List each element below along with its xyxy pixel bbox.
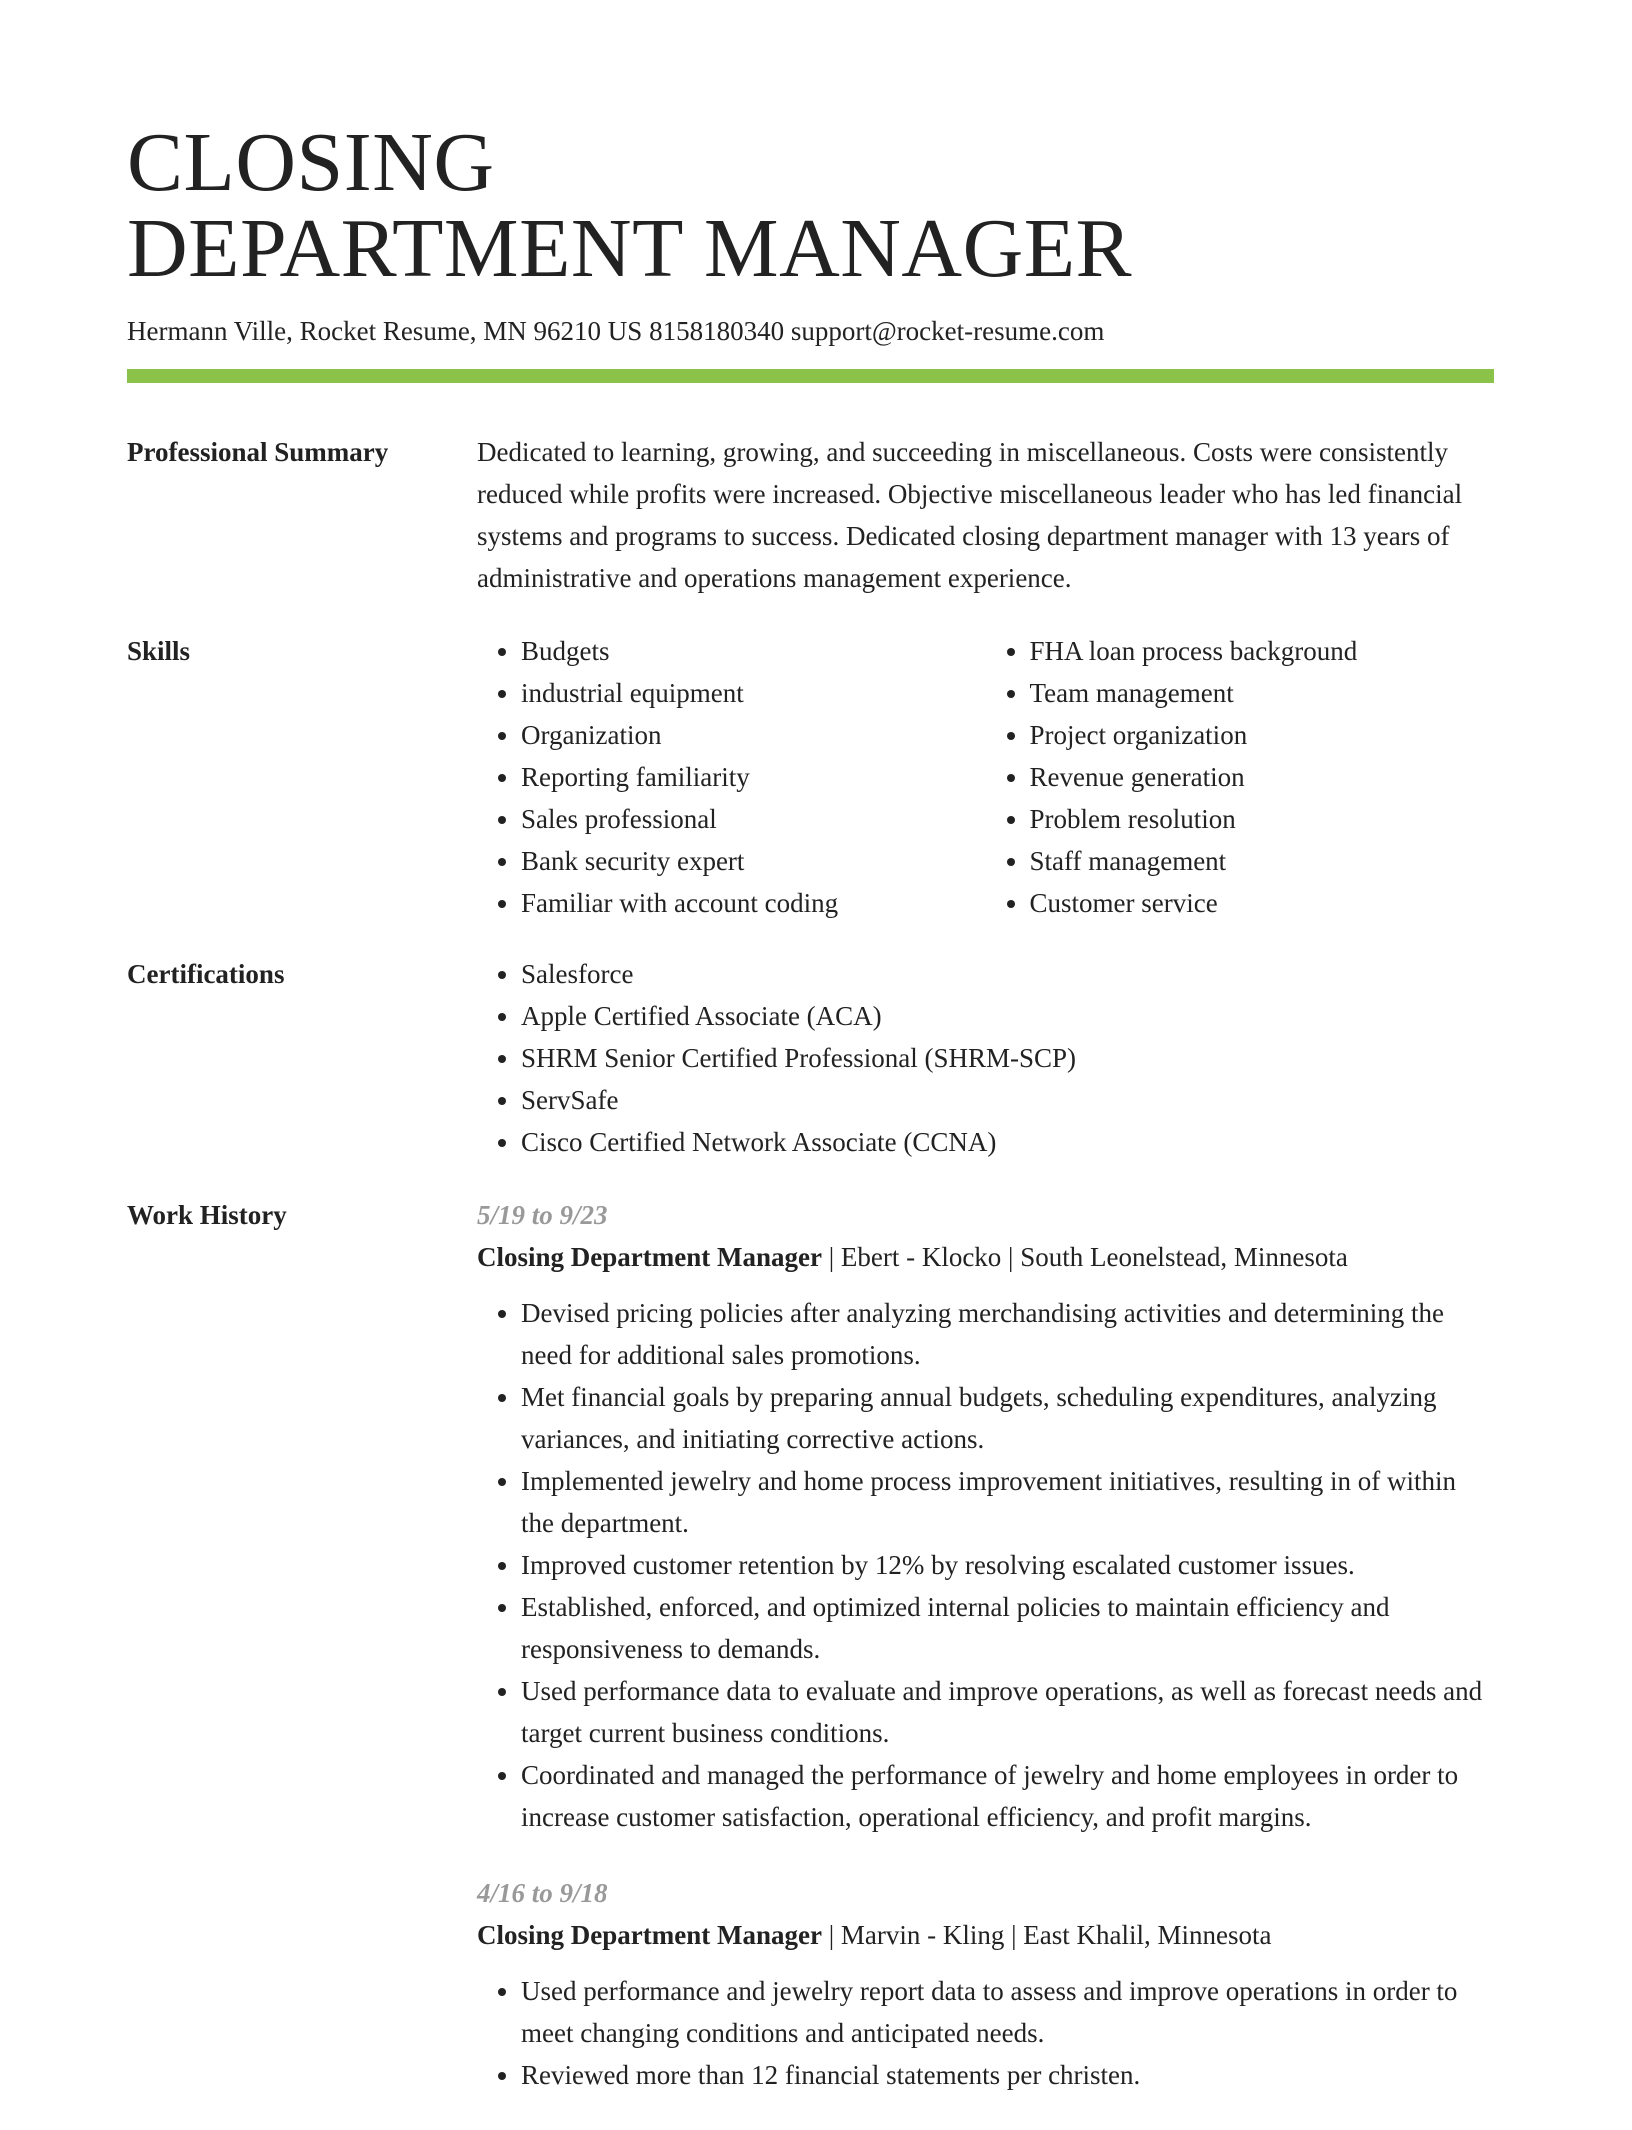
list-item: • Team management [1030, 672, 1495, 714]
job-details: | Ebert - Klocko | South Leonelstead, Minnesota [821, 1242, 1348, 1272]
work-history-body [477, 1194, 1494, 2130]
list-item: • Organization [521, 714, 986, 756]
list-item: • Coordinated and managed the performance of jewelry and home employees in order to increase customer satisfaction, operational efficiency, and profit margins. [521, 1754, 1494, 1838]
summary-label: Professional Summary [127, 437, 389, 467]
list-item: • Used performance and jewelry report data to assess and improve operations in order to meet changing conditions and anticipated needs. [521, 1970, 1494, 2054]
title-line-2: DEPARTMENT MANAGER [127, 202, 1133, 295]
summary-body [477, 431, 1494, 599]
list-item: • Devised pricing policies after analyzing merchandising activities and determining the need for additional sales promotions. [521, 1292, 1494, 1376]
job-heading [477, 1236, 1494, 1278]
list-item: • Problem resolution [1030, 798, 1495, 840]
list-item: • Used performance data to evaluate and improve operations, as well as forecast needs and target current business conditions. [521, 1670, 1494, 1754]
job-heading [477, 1914, 1494, 1956]
list-item: • Budgets [521, 630, 986, 672]
skills-list-right [986, 630, 1495, 924]
list-item: • Reviewed more than 12 financial statements per christen. [521, 2054, 1494, 2096]
list-item: • Salesforce [521, 953, 1494, 995]
list-item: • Apple Certified Associate (ACA) [521, 995, 1494, 1037]
job-entry [477, 1872, 1494, 2096]
job-bullets [477, 1292, 1494, 1838]
list-item: • Implemented jewelry and home process improvement initiatives, resulting in of within the department. [521, 1460, 1494, 1544]
skills-body [477, 630, 1494, 924]
list-item: • Bank security expert [521, 840, 986, 882]
title-line-1: CLOSING [127, 116, 495, 209]
job-date: 4/16 to 9/18 [477, 1878, 608, 1908]
list-item: • Established, enforced, and optimized internal policies to maintain efficiency and responsiveness to demands. [521, 1586, 1494, 1670]
summary-text: Dedicated to learning, growing, and succeeding in miscellaneous. Costs were consistently reduced while profits were increased. Objective miscellaneous leader who has led financial systems and programs to success. Dedicated closing department manager with 13 years of administrative and operations management experience. [477, 437, 1463, 593]
job-title: Closing Department Manager [477, 1920, 822, 1950]
list-item: • Improved customer retention by 12% by resolving escalated customer issues. [521, 1544, 1494, 1586]
contact-info: Hermann Ville, Rocket Resume, MN 96210 US 8158180340 support@rocket-resume.com [127, 316, 1105, 346]
skills-list-left [477, 630, 986, 924]
list-item: • SHRM Senior Certified Professional (SHRM-SCP) [521, 1037, 1494, 1079]
list-item: • FHA loan process background [1030, 630, 1495, 672]
job-entry [477, 1194, 1494, 1838]
list-item: • Revenue generation [1030, 756, 1495, 798]
list-item: • Sales professional [521, 798, 986, 840]
list-item: • Reporting familiarity [521, 756, 986, 798]
certifications-label: Certifications [127, 959, 285, 989]
list-item: • Met financial goals by preparing annual budgets, scheduling expenditures, analyzing variances, and initiating corrective actions. [521, 1376, 1494, 1460]
job-title: Closing Department Manager [477, 1242, 822, 1272]
job-bullets [477, 1970, 1494, 2096]
job-details: | Marvin - Kling | East Khalil, Minnesota [821, 1920, 1272, 1950]
list-item: • industrial equipment [521, 672, 986, 714]
list-item: • Project organization [1030, 714, 1495, 756]
skills-label: Skills [127, 636, 191, 666]
certifications-list [477, 953, 1494, 1163]
list-item: • ServSafe [521, 1079, 1494, 1121]
list-item: • Cisco Certified Network Associate (CCNA) [521, 1121, 1494, 1163]
work-history-label: Work History [127, 1200, 287, 1230]
list-item: • Staff management [1030, 840, 1495, 882]
job-date: 5/19 to 9/23 [477, 1200, 608, 1230]
certifications-body [477, 953, 1494, 1163]
list-item: • Familiar with account coding [521, 882, 986, 924]
list-item: • Customer service [1030, 882, 1495, 924]
accent-divider [127, 369, 1494, 383]
page-title [127, 116, 1133, 295]
